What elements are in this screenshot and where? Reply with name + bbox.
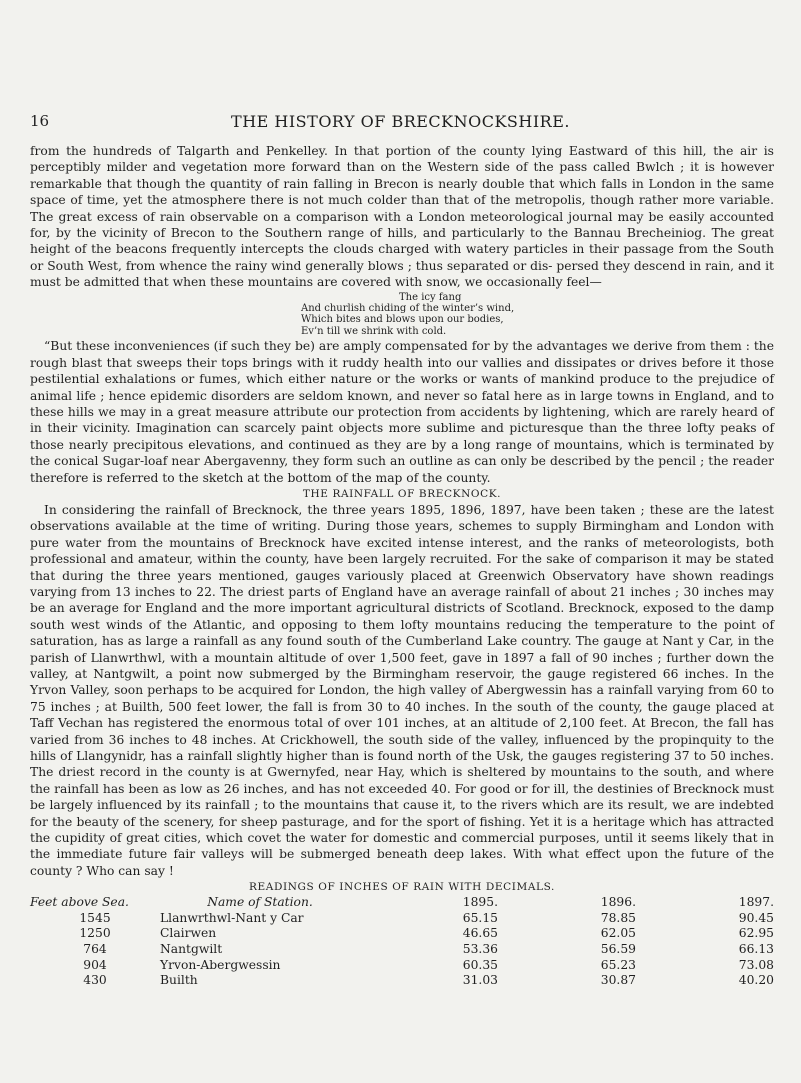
cell-1896: 30.87 (600, 973, 636, 988)
running-title: THE HISTORY OF BRECKNOCKSHIRE. (231, 112, 570, 131)
poem-line: And churlish chiding of the winter’s wind, (301, 303, 515, 315)
table-row (30, 958, 774, 974)
cell-station: Llanwrthwl-Nant y Car (160, 910, 304, 925)
cell-1896: 65.23 (600, 957, 636, 972)
cell-1896: 56.59 (600, 942, 636, 957)
cell-station: Nantgwilt (160, 942, 223, 957)
col-header-station: Name of Station. (207, 895, 313, 910)
cell-station: Clairwen (160, 926, 217, 941)
cell-1896: 62.05 (600, 926, 636, 941)
col-header-1895: 1895. (462, 895, 498, 910)
cell-feet: 430 (83, 973, 107, 988)
cell-1897: 62.95 (738, 926, 774, 941)
cell-station: Builth (160, 973, 198, 988)
col-header-feet: Feet above Sea. (30, 895, 129, 910)
page-number: 16 (30, 112, 50, 130)
poem-line: The icy fang (399, 291, 462, 303)
page-body (30, 143, 774, 989)
cell-1895: 65.15 (462, 910, 498, 925)
cell-1897: 66.13 (738, 942, 774, 957)
cell-1895: 53.36 (462, 942, 498, 957)
cell-1895: 31.03 (462, 973, 498, 988)
cell-feet: 1250 (79, 926, 111, 941)
cell-1897: 40.20 (738, 973, 774, 988)
rainfall-table (30, 895, 774, 989)
table-header-row (30, 895, 774, 911)
cell-1895: 46.65 (462, 926, 498, 941)
cell-1895: 60.35 (462, 957, 498, 972)
table-row (30, 926, 774, 942)
col-header-1896: 1896. (600, 895, 636, 910)
cell-1897: 73.08 (738, 957, 774, 972)
col-header-1897: 1897. (738, 895, 774, 910)
paragraph-rainfall: In considering the rainfall of Brecknock, the three years 1895, 1896, 1897, have been taken ; these are the latest observations available at the time of writing. During those years, schemes to supply Birmingham and London with pure water from the mountains of Brecknock have excited intense interest, and the ranks of meteorologists, both professional and amateur, within the county, have been largely recruited. For the sake of comparison it may be stated that during the three years mentioned, gauges variously placed at Greenwich Observatory have shown readings varying from 13 inches to 22. The driest parts of England have an average rainfall of about 21 inches ; 30 inches may be an average for England and the more important agricultural districts of Scotland. Brecknock, exposed to the damp south west winds of the Atlantic, and opposing to them lofty mountains reducing the temperature to the point of saturation, has as large a rainfall as any found south of the Cumberland Lake country. The gauge at Nant y Car, in the parish of Llanwrthwl, with a mountain altitude of over 1,500 feet, gave in 1897 a fall of 90 inches ; further down the valley, at Nantgwilt, a point now submerged by the Birmingham reservoir, the gauge registered 66 inches. In the Yrvon Valley, soon perhaps to be acquired for London, the high valley of Abergwessin has a rainfall varying from 60 to 75 inches ; at Builth, 500 feet lower, the fall is from 30 to 40 inches. In the south of the county, the gauge placed at Taff Vechan has registered the enormous total of over 101 inches, at an altitude of 2,100 feet. At Brecon, the fall has varied from 36 inches to 48 inches. At Crickhowell, the south side of the valley, influenced by the propinquity to the hills of Llangynidr, has a rainfall slightly higher than is found north of the Usk, the gauges registering 37 to 50 inches. The driest record in the county is at Gwernyfed, near Hay, which is sheltered by mountains to the south, and where the rainfall has been as low as 26 inches, and has not exceeded 40. For good or for ill, the destinies of Brecknock must be largely influenced by its rainfall ; to the mountains that cause it, to the rivers which are its result, we are indebted for the beauty of the scenery, for sheep pasturage, and for the sport of fishing. Yet it is a heritage which has attracted the cupidity of great cities, which covet the water for domestic and commercial purposes, until it seems likely that in the immediate future fair valleys will be submerged beneath deep lakes. With what effect upon the future of the county ? Who can say ! (30, 502, 774, 878)
poem-line: Ev’n till we shrink with cold. (301, 325, 447, 337)
cell-feet: 904 (83, 957, 107, 972)
poem-line: Which bites and blows upon our bodies, (301, 314, 504, 326)
paragraph-advantages: “But these inconveniences (if such they be) are amply compensated for by the advantages we derive from them : the rough blast that sweeps their tops brings with it ruddy health into our vallies and dissipates or drives before it those pestilential exhalations or fumes, which either nature or the works or wants of mankind produce to the prejudice of animal life ; hence epidemic disorders are seldom known, and never so fatal here as in large towns in England, and to these hills we may in a great measure attribute our protection from accidents by lightening, which are rarely heard of in their vicinity. Imagination can scarcely paint objects more sublime and picturesque than the three lofty peaks of those nearly precipitous elevations, and continued as they are by a long range of mountains, which is terminated by the conical Sugar-loaf near Abergavenny, they form such an outline as can only be described by the pencil ; the reader therefore is referred to the sketch at the bottom of the map of the county. (30, 339, 774, 485)
section-heading-rainfall: THE RAINFALL OF BRECKNOCK. (302, 487, 502, 500)
cell-feet: 1545 (79, 910, 111, 925)
poem-quote (301, 292, 774, 338)
table-row (30, 911, 774, 927)
cell-feet: 764 (83, 942, 107, 957)
table-heading-readings: READINGS OF INCHES OF RAIN WITH DECIMALS. (249, 881, 555, 894)
table-row (30, 942, 774, 958)
cell-1897: 90.45 (738, 910, 774, 925)
cell-station: Yrvon-Abergwessin (160, 957, 281, 972)
paragraph-climate: from the hundreds of Talgarth and Penkelley. In that portion of the county lying Eastward of this hill, the air is perceptibly milder and vegetation more forward than on the Western side of the pass called Bwlch ; it is however remarkable that though the quantity of rain falling in Brecon is nearly double that which falls in London in the same space of time, yet the atmosphere there is not much colder than that of the metropolis, though rather more variable. The great excess of rain observable on a comparison with a London meteorological journal may be easily accounted for, by the vicinity of Brecon to the Southern range of hills, and particularly to the Bannau Brecheiniog. The great height of the beacons frequently intercepts the clouds charged with watery particles in their passage from the South or South West, from whence the rainy wind generally blows ; thus separated or dis- persed they descend in rain, and it must be admitted that when these mountains are covered with snow, we occasionally feel— (30, 144, 774, 290)
table-row (30, 973, 774, 989)
cell-1896: 78.85 (600, 910, 636, 925)
